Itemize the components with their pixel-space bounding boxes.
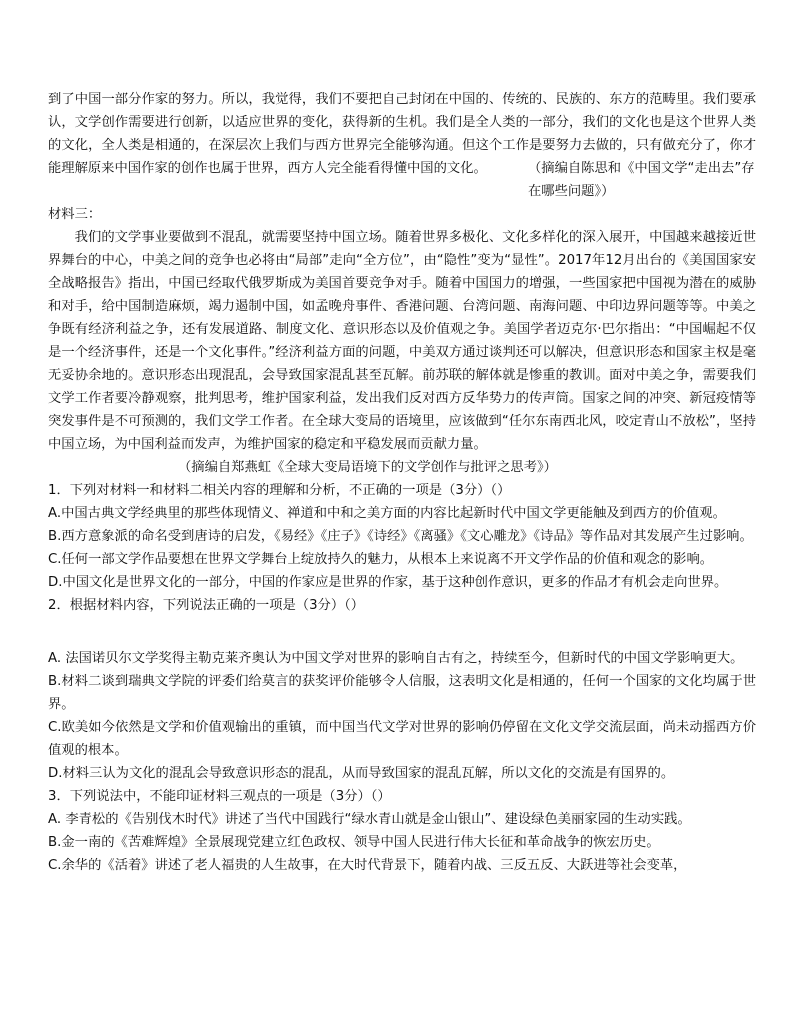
question-1 xyxy=(48,479,756,594)
option-c: C.余华的《活着》讲述了老人福贵的人生故事，在大时代背景下，随着内战、三反五反、大跃进等社会变革， xyxy=(48,858,687,873)
answer-gap xyxy=(48,617,756,647)
option-a: A. 法国诺贝尔文学奖得主勒克莱齐奥认为中国文学对世界的影响自古有之，持续至今，但新时代的中国文学影响更大。 xyxy=(48,651,744,666)
passage-continuation: 到了中国一部分作家的努力。所以，我觉得，我们不要把自己封闭在中国的、传统的、民族的、东方的范畴里。我们要承认，文学创作需要进行创新，以适应世界的变化，获得新的生机。我们是全人类的一部分，我们的文化也是这个世界人类的文化，全人类是相通的，在深层次上我们与西方世界完全能够沟通。但这个工作是要努力去做的，只有做充分了，你才能理解原来中国作家的创作也属于世界，西方人完全能看得懂中国的文化。 xyxy=(48,92,756,176)
question-stem: 1．下列对材料一和材料二相关内容的理解和分析，不正确的一项是（3分）（） xyxy=(48,483,511,498)
question-2 xyxy=(48,594,756,785)
question-stem: 3．下列说法中，不能印证材料三观点的一项是（3分）（） xyxy=(48,789,391,804)
source-citation-material3: （摘编自郑燕虹《全球大变局语境下的文学创作与批评之思考》） xyxy=(178,460,557,475)
material3-heading: 材料三： xyxy=(48,207,102,222)
option-d: D.材料三认为文化的混乱会导致意识形态的混乱，从而导致国家的混乱瓦解，所以文化的交流是有国界的。 xyxy=(48,766,675,781)
option-c: C.任何一部文学作品要想在世界文学舞台上绽放持久的魅力，从根本上来说离不开文学作品的价值和观念的影响。 xyxy=(48,552,714,567)
exam-page xyxy=(48,88,756,877)
option-a: A.中国古典文学经典里的那些体现情义、禅道和中和之美方面的内容比起新时代中国文学更能触及到西方的价值观。 xyxy=(48,506,726,521)
option-c: C.欧美如今依然是文学和价值观输出的重镇，而中国当代文学对世界的影响仍停留在文化文学交流层面，尚未动摇西方价值观的根本。 xyxy=(48,720,756,758)
option-b: B.西方意象派的命名受到唐诗的启发，《易经》《庄子》《诗经》《离骚》《文心雕龙》《诗品》等作品对其发展产生过影响。 xyxy=(48,529,753,544)
option-a: A. 李青松的《告别伐木时代》讲述了当代中国践行“绿水青山就是金山银山”、建设绿色美丽家园的生动实践。 xyxy=(48,812,691,827)
option-b: B.金一南的《苦难辉煌》全景展现党建立红色政权、领导中国人民进行伟大长征和革命战争的恢宏历史。 xyxy=(48,835,660,850)
question-3 xyxy=(48,785,756,877)
source-citation-material2: （摘编自陈思和《中国文学“走出去”存在哪些问题》） xyxy=(528,161,755,199)
option-d: D.中国文化是世界文化的一部分，中国的作家应是世界的作家，基于这种创作意识，更多的作品才有机会走向世界。 xyxy=(48,575,728,590)
option-b: B.材料二谈到瑞典文学院的评委们给莫言的获奖评价能够令人信服，这表明文化是相通的，任何一个国家的文化均属于世界。 xyxy=(48,674,756,712)
material3-body: 我们的文学事业要做到不混乱，就需要坚持中国立场。随着世界多极化、文化多样化的深入展开，中国越来越接近世界舞台的中心，中美之间的竞争也必将由“局部”走向“全方位”，由“隐性”变为“显性”。2017年12月出台的《美国国家安全战略报告》指出，中国已经取代俄罗斯成为美国首要竞争对手。随着中国国力的增强，一些国家把中国视为潜在的威胁和对手，给中国制造麻烦，竭力遏制中国，如孟晚舟事件、香港问题、台湾问题、南海问题、中印边界问题等等。中美之争既有经济利益之争，还有发展道路、制度文化、意识形态以及价值观之争。美国学者迈克尔·巴尔指出：“中国崛起不仅是一个经济事件，还是一个文化事件。”经济利益方面的问题，中美双方通过谈判还可以解决，但意识形态和国家主权是毫无妥协余地的。意识形态出现混乱，会导致国家混乱甚至瓦解。前苏联的解体就是惨重的教训。面对中美之争，需要我们文学工作者要冷静观察，批判思考，维护国家利益，发出我们反对西方反华势力的传声筒。国家之间的冲突、新冠疫情等突发事件是不可预测的，我们文学工作者。在全球大变局的语境里，应该做到“任尔东南西北风，咬定青山不放松”，坚持中国立场，为中国利益而发声，为维护国家的稳定和平稳发展而贡献力量。 xyxy=(48,230,756,452)
question-stem: 2．根据材料内容，下列说法正确的一项是（3分）（） xyxy=(48,598,365,613)
